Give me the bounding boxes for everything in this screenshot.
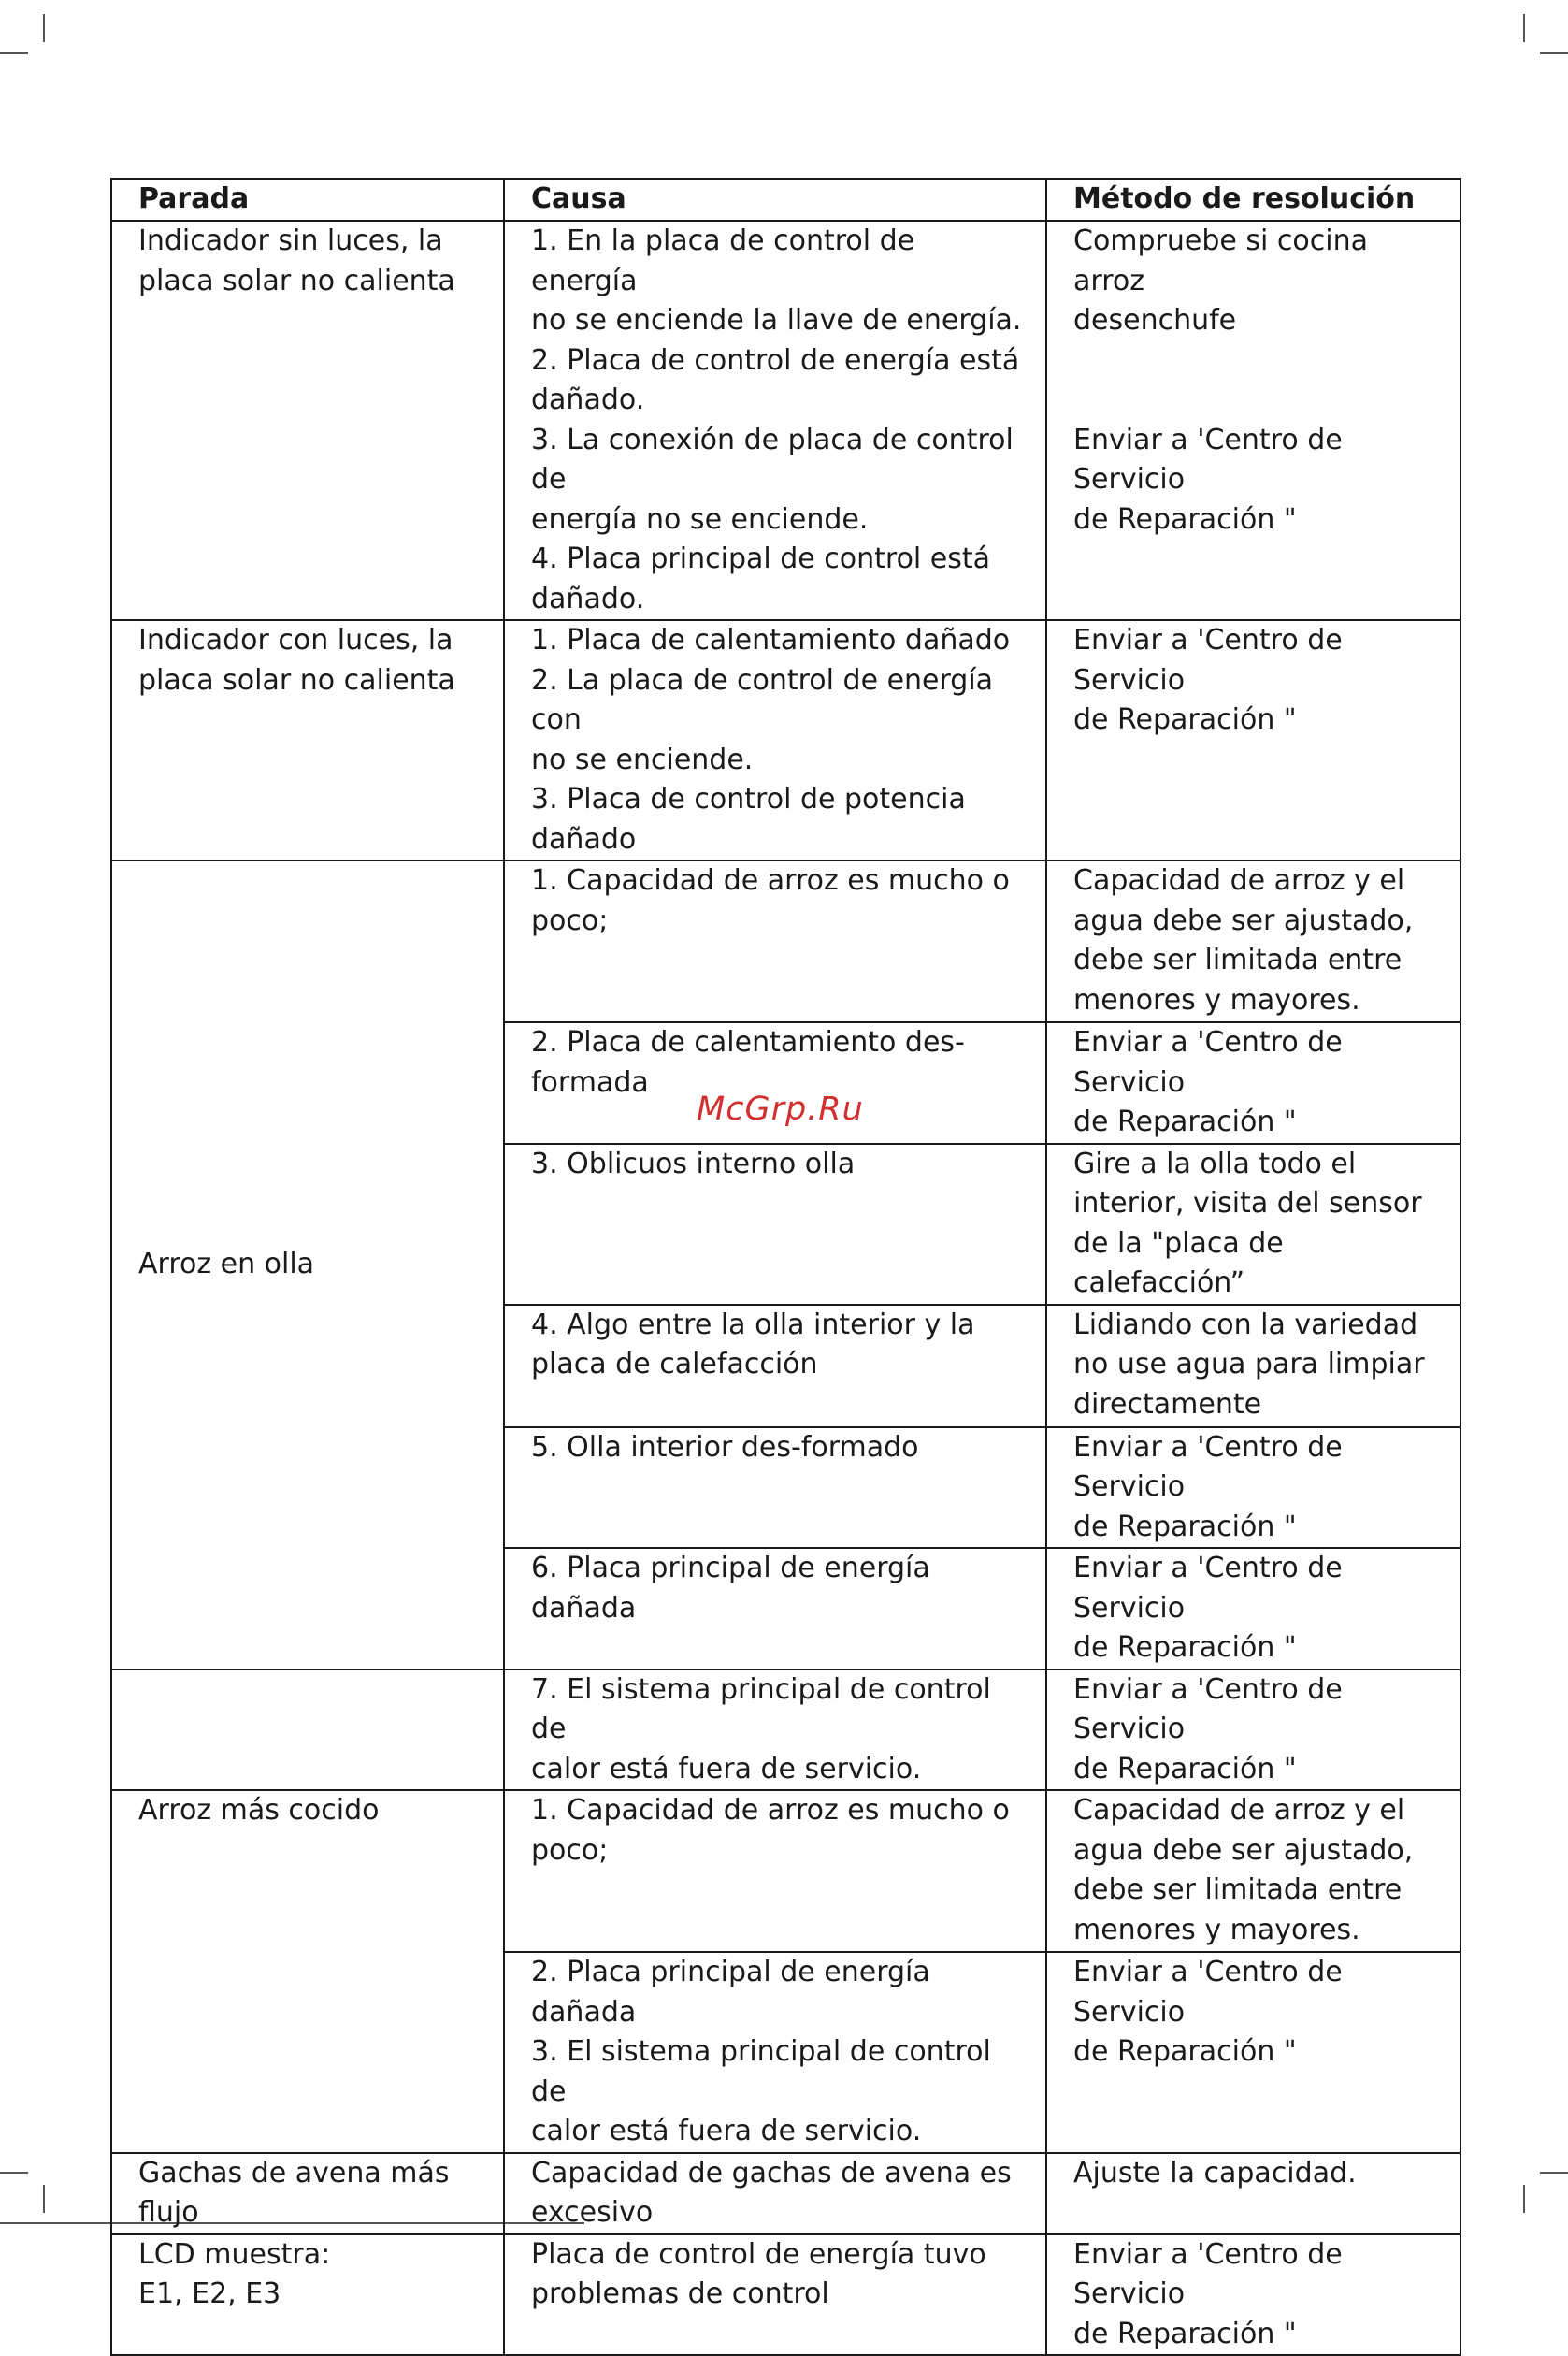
table-row — [111, 620, 1460, 860]
parada-cell: Arroz más cocido — [111, 1790, 504, 2153]
table-row — [111, 1790, 1460, 1952]
crop-mark — [0, 52, 28, 54]
crop-mark — [1540, 2172, 1568, 2174]
table-row — [111, 2234, 1460, 2356]
causa-cell: 5. Olla interior des-formado — [504, 1427, 1046, 1549]
crop-mark — [43, 14, 45, 42]
metodo-cell: Enviar a 'Centro de Servicio de Reparación " — [1046, 1952, 1460, 2153]
header-row — [111, 179, 1460, 221]
causa-cell: 2. Placa principal de energía dañada 3. El sistema principal de control de calor está fuera de servicio. — [504, 1952, 1046, 2153]
header-parada: Parada — [111, 179, 504, 221]
parada-cell: Indicador sin luces, la placa solar no calienta — [111, 221, 504, 620]
causa-cell: 6. Placa principal de energía dañada — [504, 1548, 1046, 1669]
table-row — [111, 221, 1460, 620]
metodo-cell: Enviar a 'Centro de Servicio de Reparación " — [1046, 1427, 1460, 1549]
metodo-cell: Enviar a 'Centro de Servicio de Reparación " — [1046, 2234, 1460, 2356]
header-causa: Causa — [504, 179, 1046, 221]
causa-cell: 1. Capacidad de arroz es mucho o poco; — [504, 860, 1046, 1022]
parada-cell: Arroz en olla — [111, 860, 504, 1669]
metodo-cell: Lidiando con la variedad no use agua para limpiar directamente — [1046, 1305, 1460, 1427]
metodo-cell: Enviar a 'Centro de Servicio de Reparación " — [1046, 1022, 1460, 1144]
causa-cell: 4. Algo entre la olla interior y la placa de calefacción — [504, 1305, 1046, 1427]
parada-cell: Gachas de avena más flujo — [111, 2153, 504, 2234]
parada-cell — [111, 1669, 504, 1791]
troubleshooting-table — [110, 178, 1461, 2356]
metodo-cell: Capacidad de arroz y el agua debe ser ajustado, debe ser limitada entre menores y mayores. — [1046, 860, 1460, 1022]
causa-cell: 7. El sistema principal de control de calor está fuera de servicio. — [504, 1669, 1046, 1791]
parada-cell: LCD muestra: E1, E2, E3 — [111, 2234, 504, 2356]
metodo-cell: Compruebe si cocina arroz desenchufe Enviar a 'Centro de Servicio de Reparación " — [1046, 221, 1460, 620]
causa-cell: 2. Placa de calentamiento des- formada — [504, 1022, 1046, 1144]
table-row — [111, 1669, 1460, 1791]
crop-mark — [0, 2172, 28, 2174]
table-row — [111, 2153, 1460, 2234]
causa-cell: 1. Capacidad de arroz es mucho o poco; — [504, 1790, 1046, 1952]
causa-cell: 3. Oblicuos interno olla — [504, 1144, 1046, 1305]
causa-cell: Placa de control de energía tuvo problemas de control — [504, 2234, 1046, 2356]
parada-cell: Indicador con luces, la placa solar no calienta — [111, 620, 504, 860]
metodo-cell: Enviar a 'Centro de Servicio de Reparación " — [1046, 1669, 1460, 1791]
crop-mark — [1523, 2185, 1525, 2213]
causa-cell: Capacidad de gachas de avena es excesivo — [504, 2153, 1046, 2234]
causa-cell: 1. En la placa de control de energía no se enciende la llave de energía. 2. Placa de control de energía está dañado. 3. La conexión de placa de control de energía no se enciende. 4. Placa principal de control está dañado. — [504, 221, 1046, 620]
crop-mark — [43, 2185, 45, 2213]
metodo-cell: Ajuste la capacidad. — [1046, 2153, 1460, 2234]
metodo-cell: Gire a la olla todo el interior, visita del sensor de la "placa de calefacción” — [1046, 1144, 1460, 1305]
crop-mark — [1540, 52, 1568, 54]
crop-mark — [1523, 14, 1525, 42]
table-row — [111, 860, 1460, 1022]
header-metodo: Método de resolución — [1046, 179, 1460, 221]
metodo-cell: Enviar a 'Centro de Servicio de Reparación " — [1046, 1548, 1460, 1669]
metodo-cell: Capacidad de arroz y el agua debe ser ajustado, debe ser limitada entre menores y mayores. — [1046, 1790, 1460, 1952]
watermark: McGrp.Ru — [697, 1091, 864, 1128]
metodo-cell: Enviar a 'Centro de Servicio de Reparación " — [1046, 620, 1460, 860]
causa-cell: 1. Placa de calentamiento dañado 2. La placa de control de energía con no se enciende. 3. Placa de control de potencia dañado — [504, 620, 1046, 860]
